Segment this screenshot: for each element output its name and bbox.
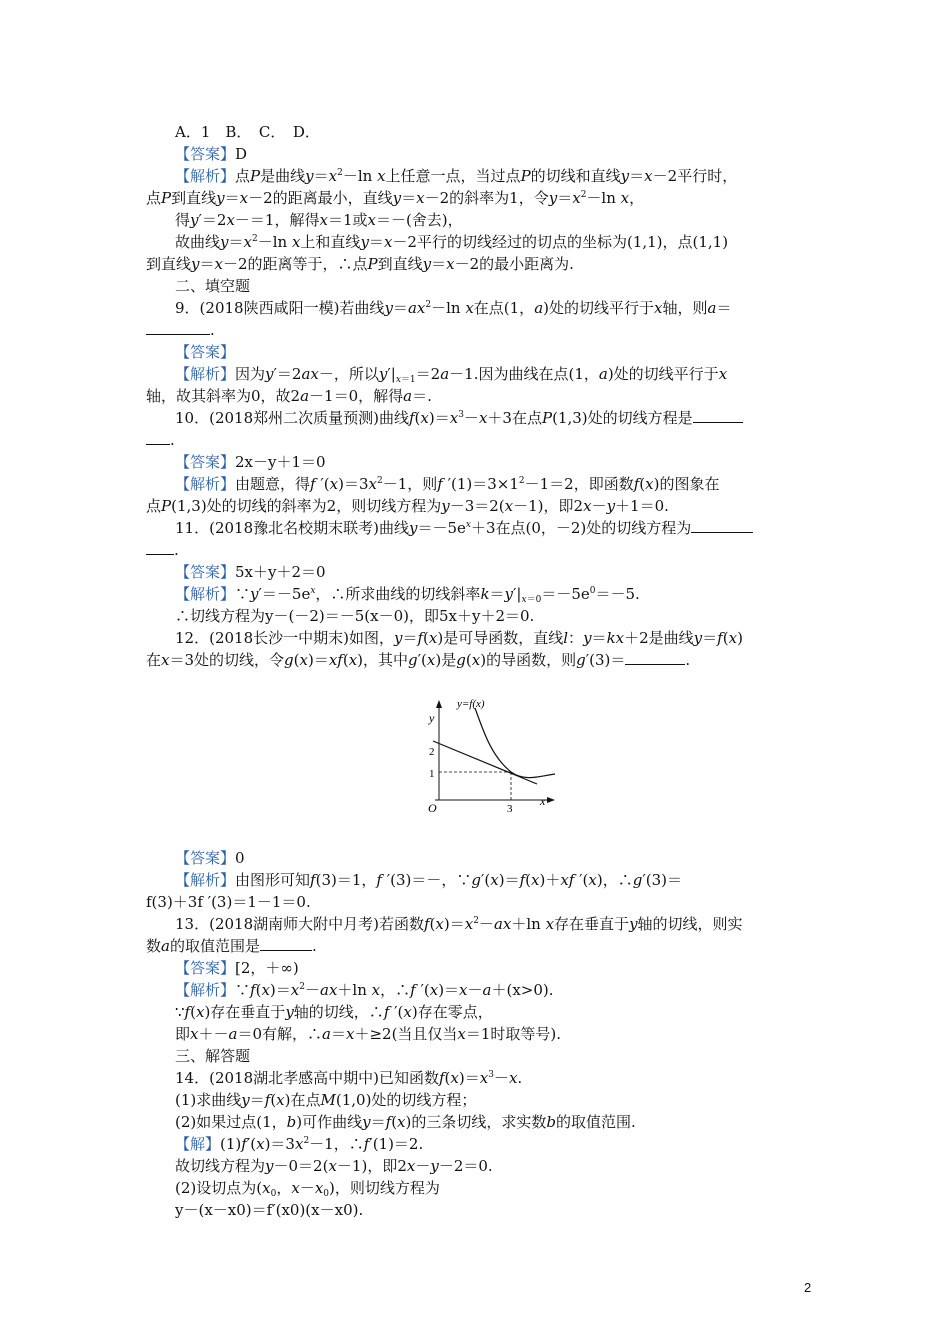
curve-label: y=f(x) xyxy=(457,698,485,710)
analysis-tag: 【解析】 xyxy=(175,365,236,383)
question-12-line-1: 12．(2018长沙一中期末)如图，y＝f(x)是可导函数，直线l：y＝kx＋2是曲线y＝f(x) xyxy=(175,629,743,647)
analysis-9-line-1: 【解析】因为y′＝2ax－，所以$y'|_{x=1}=2a-1$.因为曲线在点(1，a)处的切线平行于x xyxy=(175,365,728,385)
question-14-part-2: (2)如果过点(1，b)可作曲线y＝f(x)的三条切线，求实数b的取值范围. xyxy=(175,1113,636,1131)
x-axis-label: x xyxy=(540,794,546,808)
solution-14-line-2: 故切线方程为y－0＝2(x－1)，即2x－y－2＝0. xyxy=(175,1157,493,1175)
function-graph-figure xyxy=(425,692,565,818)
x-axis-arrow xyxy=(547,797,555,803)
question-10-blank: . xyxy=(146,429,810,451)
answer-text: 5x＋y＋2＝0 xyxy=(235,563,326,581)
answer-blank xyxy=(691,520,753,533)
y-axis-label: y xyxy=(429,711,435,725)
answer-blank xyxy=(260,938,312,951)
answer-tag: 【答案】 xyxy=(175,453,236,471)
page-number: 2 xyxy=(804,1280,812,1295)
answer-12 xyxy=(175,847,839,869)
analysis-8-line-4: 故曲线$y=x^2-\ln$ x上和直线y＝x－2平行的切线经过的切点的坐标为(1,1)，点(1,1) xyxy=(175,233,729,251)
answer-9 xyxy=(175,341,839,363)
question-12-line-2: 在x＝3处的切线，令g(x)＝xf(x)，其中g′(x)是g(x)的导函数，则g′(3)＝ . xyxy=(146,651,691,669)
curve-f xyxy=(475,708,555,778)
analysis-8-line-5: 到直线y＝x－2的距离等于，∴点P到直线y＝x－2的最小距离为. xyxy=(146,255,574,273)
question-11-blank: . xyxy=(146,539,810,561)
solution-14-line-3: (2)设切点为($x_0$，$x-x_0$)，则切线方程为 xyxy=(175,1179,440,1199)
analysis-13-line-2: ∵f(x)存在垂直于y轴的切线，∴f ′(x)存在零点， xyxy=(175,1003,493,1021)
question-14-part-1: (1)求曲线y＝f(x)在点M(1,0)处的切线方程； xyxy=(175,1091,477,1109)
section-heading-solve: 三、解答题 xyxy=(175,1047,251,1065)
choice-options: A．1 B． C． D． xyxy=(175,123,320,141)
question-13-line-2: 数a的取值范围是 . xyxy=(146,937,317,955)
answer-blank xyxy=(146,432,170,445)
answer-blank xyxy=(693,410,743,423)
question-14: 14．(2018湖北孝感高中期中)已知函数$f(x)=x^3-x$. xyxy=(175,1069,523,1087)
tick-label-x3: 3 xyxy=(507,803,513,815)
tick-label-y1: 1 xyxy=(429,768,435,780)
question-10: 10．(2018郑州二次质量预测)曲线$f(x)=x^3-x+3$在点P(1,3)处的切线方程是 xyxy=(175,407,839,429)
answer-13 xyxy=(175,957,839,979)
y-axis-arrow xyxy=(436,700,442,708)
solution-tag: 【解】 xyxy=(175,1135,221,1153)
question-9: 9．(2018陕西咸阳一模)若曲线$y=ax^2-\ln$ x在点(1，a)处的切线平行于x轴，则a＝ xyxy=(175,299,732,317)
answer-tag: 【答案】 xyxy=(175,959,236,977)
answer-text: 0 xyxy=(235,849,245,867)
analysis-10-line-1: 【解析】由题意，得f $'(x)=3x^2-1$，则f $'(1)=3\times 1^2-1=2$，即函数f(x)的图象在 xyxy=(175,475,720,493)
analysis-tag: 【解析】 xyxy=(175,475,236,493)
answer-8 xyxy=(175,143,839,165)
analysis-10-line-2: 点P(1,3)处的切线的斜率为2，则切线方程为y－3＝2(x－1)，即2x－y＋1＝0. xyxy=(146,497,669,515)
answer-text: 2x－y＋1＝0 xyxy=(235,453,326,471)
answer-11 xyxy=(175,561,839,583)
tick-label-y2: 2 xyxy=(429,746,435,758)
answer-10 xyxy=(175,451,839,473)
answer-blank xyxy=(146,322,210,335)
analysis-9-line-2: 轴，故其斜率为0，故2a－1＝0，解得a＝. xyxy=(146,387,432,405)
question-13-line-1: 13．(2018湖南师大附中月考)若函数$f(x)=x^2-ax+\ln$ x存在垂直于y轴的切线，则实 xyxy=(175,915,743,933)
question-9-blank: . xyxy=(146,319,810,341)
answer-text: [2，＋∞) xyxy=(235,959,299,977)
analysis-tag: 【解析】 xyxy=(175,981,236,999)
analysis-11-line-2: ∴切线方程为y－(－2)＝－5(x－0)，即5x＋y＋2＝0. xyxy=(175,607,535,625)
tangent-line-l xyxy=(433,741,537,784)
analysis-12-line-2: f(3)＋3f ′(3)＝1－1＝0. xyxy=(146,893,311,911)
section-heading-fill: 二、填空题 xyxy=(175,277,251,295)
analysis-13-line-1: 【解析】$\because f(x)=x^2-ax+\ln$ x，∴f ′(x)＝x－a＋(x>0). xyxy=(175,981,554,999)
analysis-11-line-1: 【解析】$\because y'=-5e^x$，∴所求曲线的切线斜率$k=y'|_{x=0}=-5e^0=-5$. xyxy=(175,585,640,605)
origin-label: O xyxy=(428,801,437,815)
analysis-tag: 【解析】 xyxy=(175,167,236,185)
analysis-tag: 【解析】 xyxy=(175,585,236,603)
analysis-8-line-3: 得y′＝2x－＝1，解得x＝1或x＝－(舍去)， xyxy=(175,211,463,229)
solution-14-line-4: y－(x－x0)＝f′(x0)(x－x0). xyxy=(175,1201,364,1219)
analysis-12-line-1: 【解析】由图形可知f(3)＝1，f ′(3)＝－，∵g′(x)＝f(x)＋xf ′(x)，∴g′(3)＝ xyxy=(175,871,682,889)
answer-tag: 【答案】 xyxy=(175,849,236,867)
answer-tag: 【答案】 xyxy=(175,145,236,163)
answer-blank xyxy=(146,542,174,555)
answer-text: D xyxy=(235,145,248,163)
analysis-8-line-1: 【解析】点P是曲线$y=x^2-\ln$ x上任意一点，当过点P的切线和直线y＝x－2平行时， xyxy=(175,167,738,185)
analysis-13-line-3: 即x＋－a＝0有解，∴a＝x＋≥2(当且仅当x＝1时取等号). xyxy=(175,1025,562,1043)
question-11: 11．(2018豫北名校期末联考)曲线$y=-5e^x+3$在点(0，－2)处的切线方程为 xyxy=(175,517,839,539)
answer-blank xyxy=(625,652,685,665)
analysis-8-line-2: 点P到直线y＝x－2的距离最小，直线y＝x－2的斜率为1，令$y=x^2-\ln$ x， xyxy=(146,189,645,207)
answer-tag: 【答案】 xyxy=(175,343,236,361)
analysis-tag: 【解析】 xyxy=(175,871,236,889)
answer-tag: 【答案】 xyxy=(175,563,236,581)
solution-14-line-1: 【解】$(1)f'(x)=3x^2-1$，∴f′(1)＝2. xyxy=(175,1135,424,1153)
